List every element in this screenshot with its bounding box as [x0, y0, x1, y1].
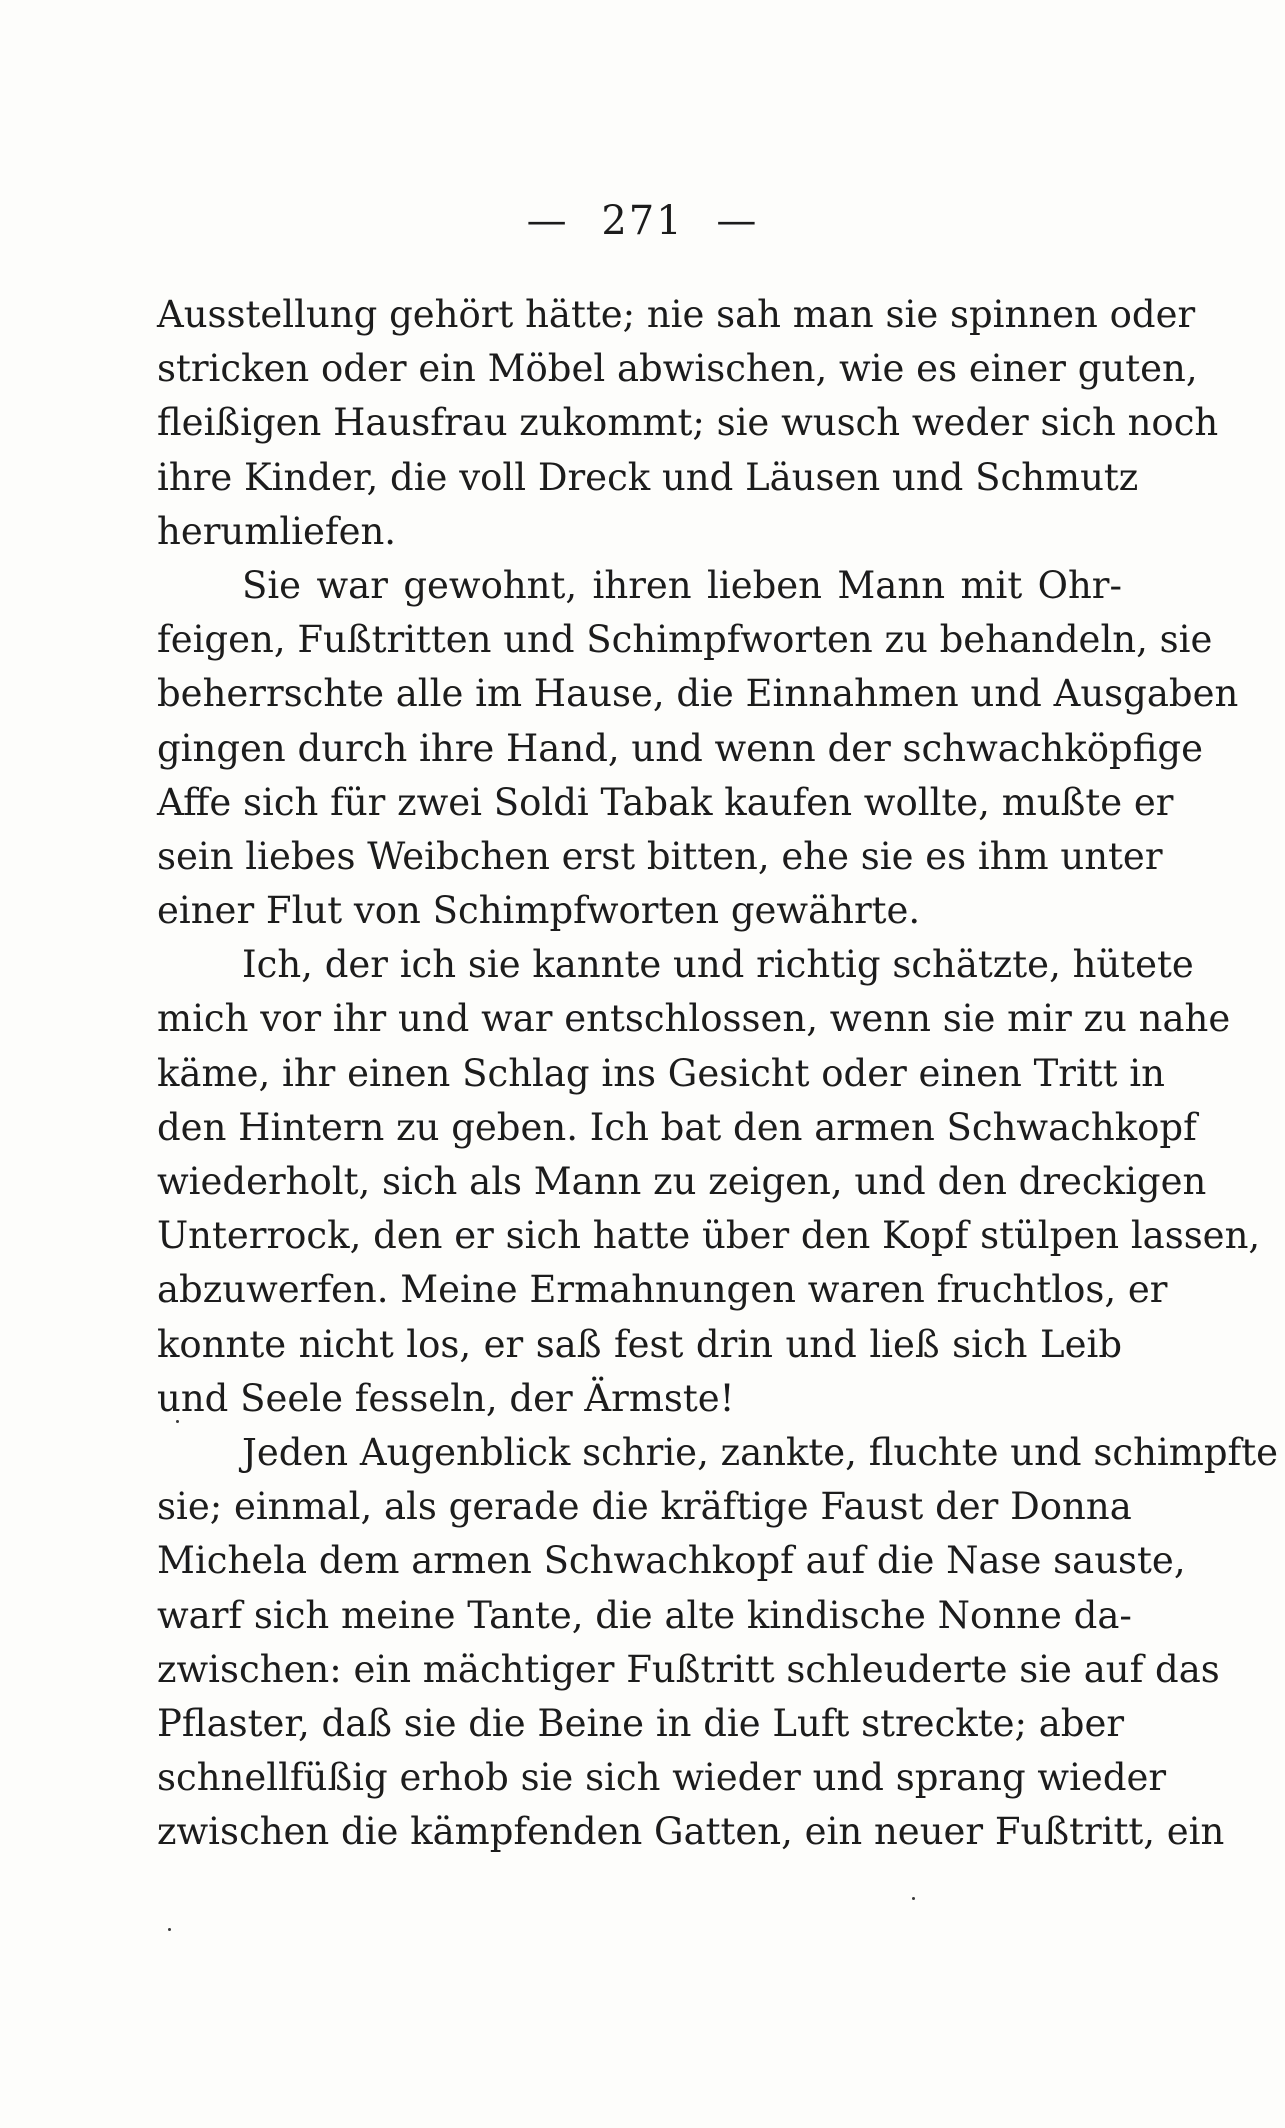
text-line: warf sich meine Tante, die alte kindische Nonne da-	[157, 1593, 1132, 1637]
text-line: ihre Kinder, die voll Dreck und Läusen und Schmutz	[157, 455, 1139, 499]
text-line: Affe sich für zwei Soldi Tabak kaufen wollte, mußte er	[157, 780, 1174, 824]
text-line: Ausstellung gehört hätte; nie sah man sie spinnen oder	[157, 293, 1196, 336]
text-line: beherrschte alle im Hause, die Einnahmen und Ausgaben	[157, 672, 1239, 716]
text-line: abzuwerfen. Meine Ermahnungen waren fruchtlos, er	[157, 1268, 1168, 1312]
text-line: Pflaster, daß sie die Beine in die Luft streckte; aber	[157, 1701, 1125, 1745]
text-line: schnellfüßig erhob sie sich wieder und sprang wieder	[157, 1756, 1167, 1800]
text-line: und Seele fesseln, der Ärmste!	[157, 1376, 735, 1420]
text-line: feigen, Fußtritten und Schimpfworten zu behandeln, sie	[157, 618, 1213, 662]
header-dash-right: —	[716, 198, 759, 244]
text-line: wiederholt, sich als Mann zu zeigen, und den dreckigen	[157, 1160, 1207, 1203]
text-line: stricken oder ein Möbel abwischen, wie es einer guten,	[157, 347, 1198, 391]
paper-speck	[912, 1897, 915, 1900]
paragraph-start-line: Ich, der ich sie kannte und richtig schätzte, hütete	[242, 943, 1194, 987]
text-line: gingen durch ihre Hand, und wenn der schwachköpfige	[157, 726, 1203, 770]
text-line: mich vor ihr und war entschlossen, wenn sie mir zu nahe	[157, 997, 1231, 1041]
body-text	[157, 288, 1278, 1859]
text-line: käme, ihr einen Schlag ins Gesicht oder einen Tritt in	[157, 1051, 1165, 1095]
page-header	[0, 198, 1285, 244]
text-line: den Hintern zu geben. Ich bat den armen Schwachkopf	[157, 1105, 1197, 1149]
text-line: herumliefen.	[157, 509, 397, 553]
text-line: fleißigen Hausfrau zukommt; sie wusch weder sich noch	[157, 401, 1219, 445]
text-line: konnte nicht los, er saß fest drin und ließ sich Leib	[157, 1322, 1122, 1366]
text-line: einer Flut von Schimpfworten gewährte.	[157, 889, 921, 933]
text-line: Unterrock, den er sich hatte über den Kopf stülpen lassen,	[157, 1214, 1261, 1258]
text-line: zwischen die kämpfenden Gatten, ein neuer Fußtritt, ein	[157, 1810, 1225, 1854]
text-line: Michela dem armen Schwachkopf auf die Nase sauste,	[157, 1539, 1186, 1583]
text-line: sein liebes Weibchen erst bitten, ehe sie es ihm unter	[157, 834, 1163, 878]
paper-speck	[168, 1928, 171, 1931]
paragraph-start-line: Jeden Augenblick schrie, zankte, fluchte und schimpfte	[242, 1430, 1278, 1474]
paragraph-start-line: Sie war gewohnt, ihren lieben Mann mit Ohr-	[242, 563, 1122, 607]
text-line: zwischen: ein mächtiger Fußtritt schleuderte sie auf das	[157, 1647, 1220, 1691]
header-dash-left: —	[526, 198, 569, 244]
text-line: sie; einmal, als gerade die kräftige Faust der Donna	[157, 1485, 1132, 1529]
page-number: 271	[601, 198, 684, 244]
paper-speck	[176, 1420, 179, 1423]
